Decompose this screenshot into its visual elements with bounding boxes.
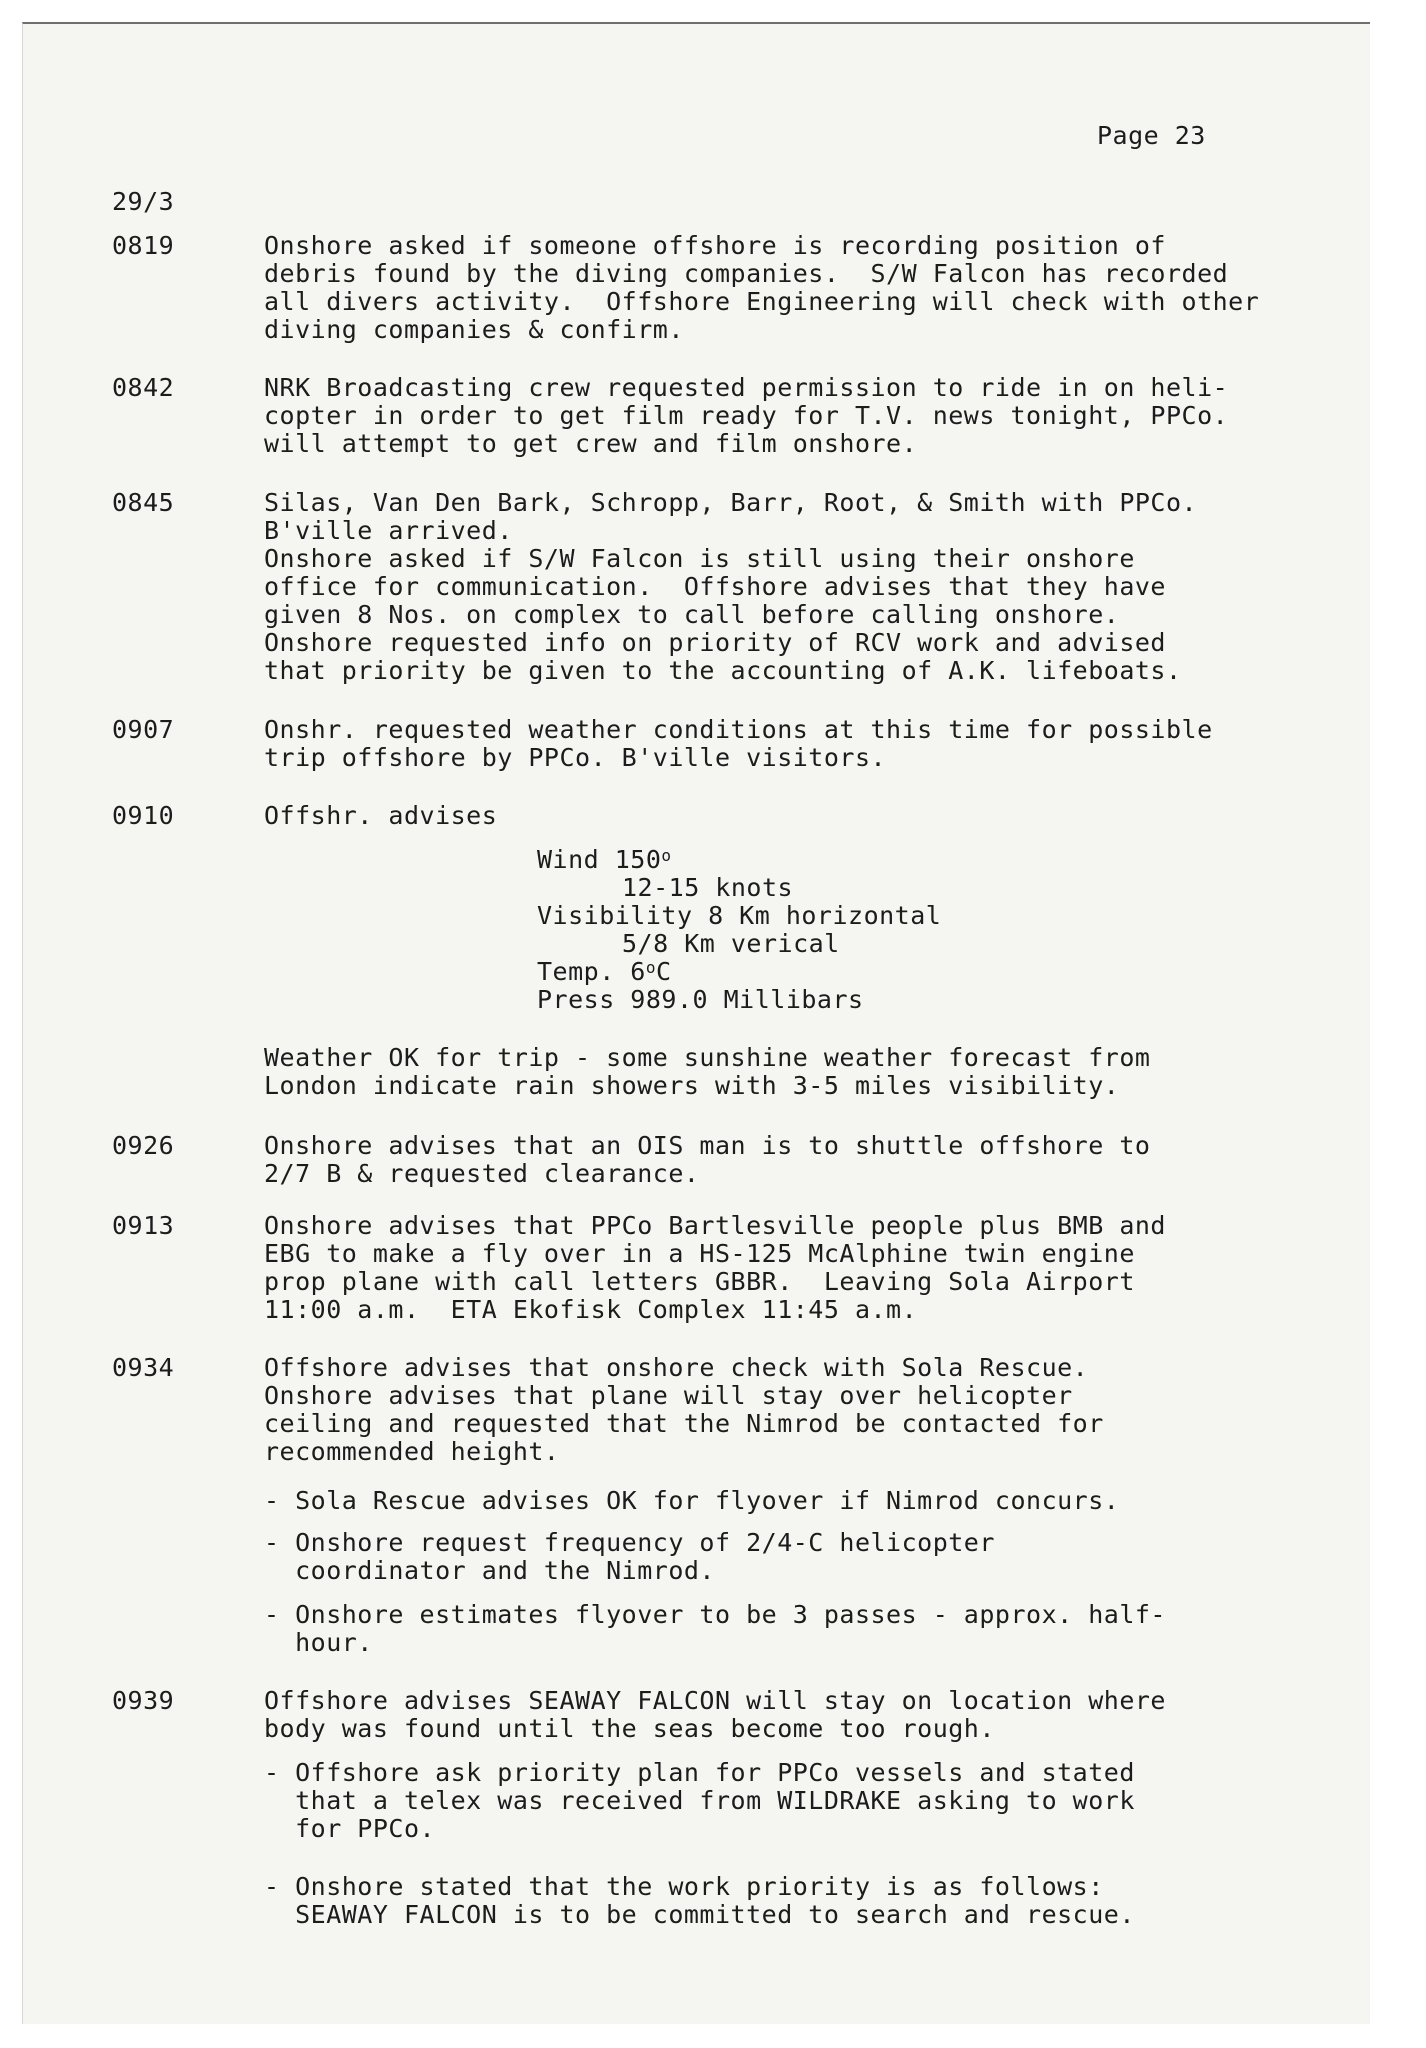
bullet-line: - Onshore estimates flyover to be 3 passes - approx. half-: [264, 1600, 1166, 1629]
weather-visibility-vertical: 5/8 Km verical: [622, 929, 840, 958]
entry-text-line: recommended height.: [264, 1437, 560, 1466]
entry-text-line: Offshore advises that onshore check with Sola Rescue.: [264, 1353, 1089, 1382]
weather-summary-line: London indicate rain showers with 3-5 miles visibility.: [264, 1071, 1120, 1100]
entry-text-line: body was found until the seas become too rough.: [264, 1714, 995, 1743]
entry-text-line: Onshr. requested weather conditions at this time for possible: [264, 715, 1213, 744]
entry-text-line: Onshore requested info on priority of RCV work and advised: [264, 628, 1166, 657]
bullet-line: hour.: [264, 1628, 373, 1657]
entry-text-line: 11:00 a.m. ETA Ekofisk Complex 11:45 a.m.: [264, 1295, 918, 1324]
weather-temperature: Temp. 6$^o$C: [537, 957, 672, 986]
entry-text-line: EBG to make a fly over in a HS-125 McAlphine twin engine: [264, 1239, 1135, 1268]
entry-time: 0939: [112, 1686, 175, 1715]
entry-text-line: trip offshore by PPCo. B'ville visitors.: [264, 743, 887, 772]
bullet-line: coordinator and the Nimrod.: [264, 1556, 715, 1585]
entry-text-line: Onshore asked if S/W Falcon is still using their onshore: [264, 544, 1135, 573]
weather-pressure: Press 989.0 Millibars: [537, 985, 864, 1014]
entry-text-line: all divers activity. Offshore Engineering will check with other: [264, 287, 1260, 316]
entry-time: 0845: [112, 488, 175, 517]
entry-time: 0842: [112, 373, 175, 402]
bullet-line: for PPCo.: [264, 1814, 436, 1843]
entry-text-line: Onshore advises that PPCo Bartlesville people plus BMB and: [264, 1211, 1166, 1240]
entry-date: 29/3: [112, 187, 175, 216]
entry-text-line: Offshr. advises: [264, 801, 498, 830]
entry-text-line: Onshore advises that plane will stay over helicopter: [264, 1381, 1073, 1410]
entry-time: 0819: [112, 231, 175, 260]
entry-text-line: prop plane with call letters GBBR. Leaving Sola Airport: [264, 1267, 1135, 1296]
entry-text-line: B'ville arrived.: [264, 516, 513, 545]
document-page: [22, 22, 1370, 2024]
entry-text-line: Onshore asked if someone offshore is recording position of: [264, 231, 1166, 260]
bullet-line: that a telex was received from WILDRAKE asking to work: [264, 1786, 1135, 1815]
entry-text-line: given 8 Nos. on complex to call before calling onshore.: [264, 600, 1120, 629]
entry-text-line: NRK Broadcasting crew requested permission to ride in on heli-: [264, 373, 1229, 402]
bullet-line: SEAWAY FALCON is to be committed to search and rescue.: [264, 1900, 1135, 1929]
page-number: Page 23: [1097, 121, 1206, 150]
entry-text-line: debris found by the diving companies. S/W Falcon has recorded: [264, 259, 1229, 288]
entry-text-line: ceiling and requested that the Nimrod be contacted for: [264, 1409, 1104, 1438]
entry-text-line: Silas, Van Den Bark, Schropp, Barr, Root, & Smith with PPCo.: [264, 488, 1198, 517]
entry-time: 0907: [112, 715, 175, 744]
weather-wind: Wind 150$^o$: [537, 845, 672, 874]
bullet-line: - Onshore request frequency of 2/4-C helicopter: [264, 1528, 995, 1557]
entry-text-line: will attempt to get crew and film onshore.: [264, 429, 918, 458]
entry-text-line: Onshore advises that an OIS man is to shuttle offshore to: [264, 1131, 1151, 1160]
entry-text-line: copter in order to get film ready for T.V. news tonight, PPCo.: [264, 401, 1229, 430]
bullet-line: - Offshore ask priority plan for PPCo vessels and stated: [264, 1758, 1135, 1787]
weather-wind-speed: 12-15 knots: [622, 873, 794, 902]
weather-summary-line: Weather OK for trip - some sunshine weather forecast from: [264, 1043, 1151, 1072]
degree-mark: o: [661, 846, 672, 865]
entry-text-line: that priority be given to the accounting of A.K. lifeboats.: [264, 656, 1182, 685]
entry-time: 0926: [112, 1131, 175, 1160]
bullet-line: - Sola Rescue advises OK for flyover if Nimrod concurs.: [264, 1486, 1120, 1515]
entry-time: 0934: [112, 1353, 175, 1382]
degree-mark: o: [645, 958, 656, 977]
entry-text-line: 2/7 B & requested clearance.: [264, 1159, 700, 1188]
entry-time: 0913: [112, 1211, 175, 1240]
entry-text-line: office for communication. Offshore advises that they have: [264, 572, 1166, 601]
entry-text-line: diving companies & confirm.: [264, 315, 684, 344]
entry-time: 0910: [112, 801, 175, 830]
weather-visibility-horizontal: Visibility 8 Km horizontal: [537, 901, 942, 930]
entry-text-line: Offshore advises SEAWAY FALCON will stay on location where: [264, 1686, 1166, 1715]
bullet-line: - Onshore stated that the work priority is as follows:: [264, 1872, 1104, 1901]
